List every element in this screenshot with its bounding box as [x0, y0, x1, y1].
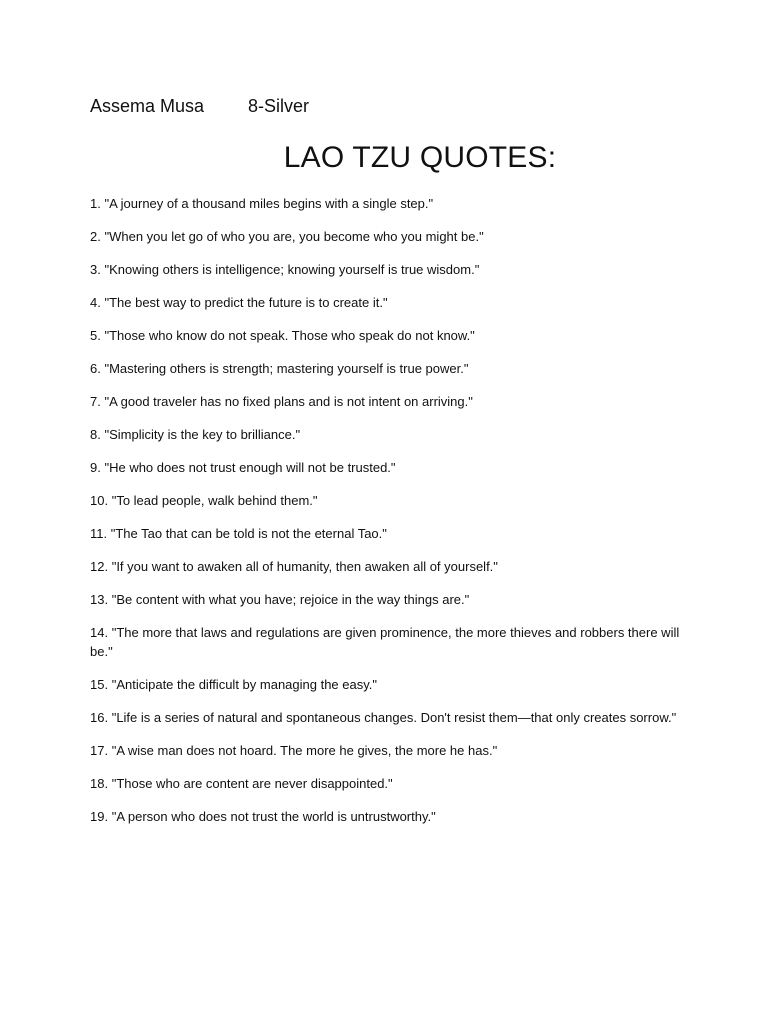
quote-text: "Mastering others is strength; mastering yourself is true power." — [104, 361, 469, 376]
quote-text: "A journey of a thousand miles begins with a single step." — [104, 196, 434, 211]
quote-number: 19. — [90, 809, 109, 824]
quote-item — [90, 392, 680, 411]
quote-number: 14. — [90, 625, 109, 640]
quote-text: "He who does not trust enough will not be trusted." — [104, 460, 396, 475]
quote-text: "The Tao that can be told is not the eternal Tao." — [110, 526, 387, 541]
quote-text: "If you want to awaken all of humanity, then awaken all of yourself." — [111, 559, 498, 574]
quote-number: 7. — [90, 394, 101, 409]
quote-item — [90, 326, 680, 345]
quote-text: "To lead people, walk behind them." — [111, 493, 318, 508]
quote-item — [90, 491, 680, 510]
quote-text: "Simplicity is the key to brilliance." — [104, 427, 301, 442]
quote-item — [90, 524, 680, 543]
quote-text: "Those who are content are never disappointed." — [111, 776, 393, 791]
quote-number: 18. — [90, 776, 109, 791]
page-title: LAO TZU QUOTES: — [283, 141, 557, 174]
quote-number: 16. — [90, 710, 109, 725]
quote-number: 1. — [90, 196, 101, 211]
quote-number: 3. — [90, 262, 101, 277]
quote-text: "A good traveler has no fixed plans and is not intent on arriving." — [104, 394, 473, 409]
quote-item — [90, 458, 680, 477]
quote-item — [90, 227, 680, 246]
quote-number: 5. — [90, 328, 101, 343]
quote-item — [90, 675, 680, 694]
quote-number: 8. — [90, 427, 101, 442]
quote-text: "The best way to predict the future is to create it." — [104, 295, 388, 310]
quote-number: 15. — [90, 677, 109, 692]
quote-text: "Anticipate the difficult by managing the easy." — [111, 677, 377, 692]
quote-text: "Knowing others is intelligence; knowing yourself is true wisdom." — [104, 262, 480, 277]
quote-item — [90, 425, 680, 444]
quote-number: 2. — [90, 229, 101, 244]
quote-item — [90, 708, 680, 727]
quote-item — [90, 359, 680, 378]
quote-number: 13. — [90, 592, 109, 607]
quote-text: "Be content with what you have; rejoice in the way things are." — [111, 592, 470, 607]
quote-number: 11. — [90, 526, 108, 541]
quote-item — [90, 260, 680, 279]
quote-text: "Those who know do not speak. Those who speak do not know." — [104, 328, 475, 343]
quote-item — [90, 194, 680, 213]
document-header — [90, 94, 309, 118]
quote-number: 12. — [90, 559, 109, 574]
quote-number: 4. — [90, 295, 101, 310]
quote-item — [90, 741, 680, 760]
class-name: 8-Silver — [248, 96, 310, 116]
quote-item — [90, 807, 680, 826]
quote-text: "A person who does not trust the world is untrustworthy." — [111, 809, 436, 824]
quote-list — [90, 194, 680, 840]
quote-number: 9. — [90, 460, 101, 475]
quote-item — [90, 557, 680, 576]
quote-item — [90, 293, 680, 312]
quote-item — [90, 623, 680, 661]
quote-text: "When you let go of who you are, you become who you might be." — [104, 229, 484, 244]
quote-text: "Life is a series of natural and spontaneous changes. Don't resist them—that only creates sorrow." — [111, 710, 677, 725]
quote-number: 6. — [90, 361, 101, 376]
quote-item — [90, 774, 680, 793]
author-name: Assema Musa — [90, 96, 205, 116]
quote-number: 10. — [90, 493, 109, 508]
quote-number: 17. — [90, 743, 109, 758]
quote-item — [90, 590, 680, 609]
quote-text: "The more that laws and regulations are given prominence, the more thieves and robbers there will be." — [90, 625, 680, 659]
quote-text: "A wise man does not hoard. The more he gives, the more he has." — [111, 743, 498, 758]
